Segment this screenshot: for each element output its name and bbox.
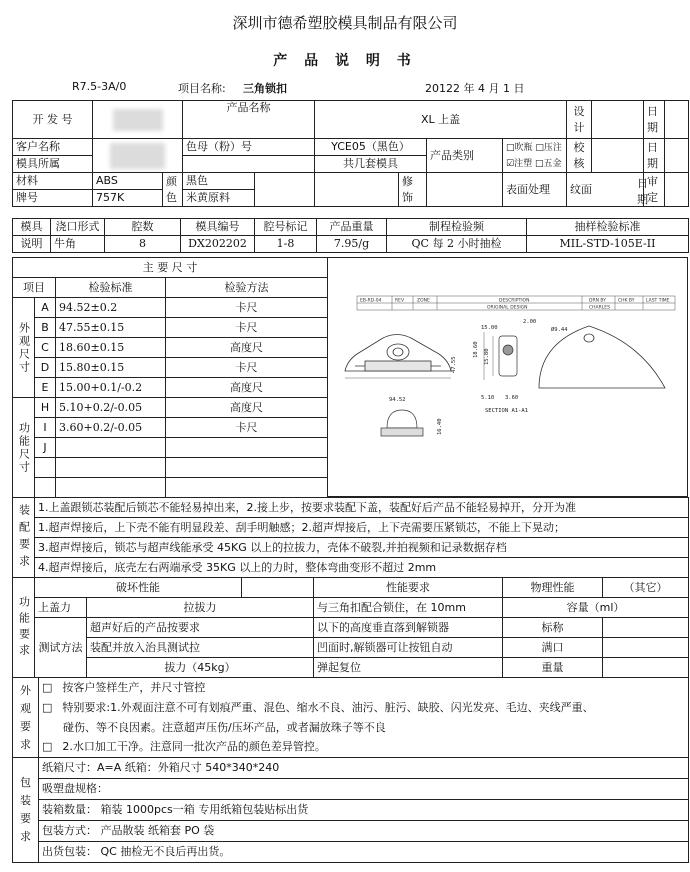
mold-owner-value <box>183 156 315 173</box>
design-value <box>592 101 644 139</box>
dims-method: 高度尺 <box>166 338 328 358</box>
dims-method <box>166 438 328 458</box>
dims-method: 卡尺 <box>166 358 328 378</box>
packaging-line: 出货包装： QC 抽检无不良后再出货。 <box>39 842 689 863</box>
function-label: 功能要求 <box>13 578 35 678</box>
finish-blank2 <box>315 173 399 207</box>
appearance-line: □ 按客户签样生产，并尺寸管控 <box>39 678 689 698</box>
dims-standard: 3.60+0.2/-0.05 <box>56 418 166 438</box>
dims-col-item: 项目 <box>13 278 56 298</box>
dims-col-method: 检验方法 <box>166 278 328 298</box>
project-name: 三角锁扣 <box>243 82 287 95</box>
assembly-line: 3.超声焊接后，锁芯与超声线能承受 45KG 以上的拉拔力，壳体不破裂,并拍视频和记录数据存档 <box>35 538 689 558</box>
mold-value-weight: 7.95/g <box>317 236 387 253</box>
titleblock-zone: ZONE <box>417 298 430 304</box>
color-label: 色母（粉）号 <box>183 139 315 156</box>
performance-line: 以下的高度垂直落到解锁器 <box>314 618 503 638</box>
dims-standard: 94.52±0.2 <box>56 298 166 318</box>
dims-standard: 15.00+0.1/-0.2 <box>56 378 166 398</box>
mold-value-gate: 牛角 <box>51 236 105 253</box>
section-label: SECTION A1-A1 <box>485 408 529 414</box>
info-table <box>12 100 689 207</box>
assembly-label: 装配要求 <box>13 498 35 578</box>
appearance-line: □ 特别要求:1.外观面注意不可有划痕严重、混色、缩水不良、油污、脏污、缺胶、闪光发亮、毛边、夹线严重、 <box>39 698 689 718</box>
assembly-table <box>12 497 689 578</box>
mold-header-gate: 浇口形式 <box>51 219 105 236</box>
performance-line: 弹起复位 <box>314 658 503 678</box>
top-view <box>539 326 665 388</box>
technical-drawing <box>327 258 688 498</box>
titleblock-last: LAST TIME <box>646 298 670 304</box>
dims-standard: 18.60±0.15 <box>56 338 166 358</box>
full-label: 满口 <box>503 638 603 658</box>
mold-value-mark: 1-8 <box>255 236 317 253</box>
review-label: 审定 <box>644 173 665 207</box>
dim-label: Ø9.44 <box>551 327 568 333</box>
dim-label: 2.00 <box>523 319 537 325</box>
dims-standard: 5.10+0.2/-0.05 <box>56 398 166 418</box>
dims-key: C <box>35 338 56 358</box>
drawing-frame <box>327 257 688 497</box>
titleblock-charles: CHARLES <box>589 305 610 311</box>
titleblock-chk: CHK BY <box>618 298 635 304</box>
review-date-label: 日期 <box>637 177 648 206</box>
titleblock-drn: DRN BY <box>589 298 606 304</box>
company-name: 深圳市德希塑胶模具制品有限公司 <box>232 14 458 32</box>
product-name-label: 产品名称 <box>183 101 315 139</box>
dims-method: 高度尺 <box>166 398 328 418</box>
surface-label: 表面处理 <box>503 173 567 207</box>
test-method-label: 测试方法 <box>35 618 87 678</box>
front-view <box>345 335 451 379</box>
appearance-table <box>12 677 689 758</box>
dims-method: 高度尺 <box>166 378 328 398</box>
test-desc: 装配并放入治具测试拉 <box>87 638 314 658</box>
customer-label: 客户名称 <box>13 139 93 156</box>
finish-blank <box>255 173 315 207</box>
dim-label: 18.60 <box>473 341 479 358</box>
mold-header-standard: 抽样检验标准 <box>527 219 689 236</box>
check-value <box>592 139 644 173</box>
appearance-label: 外观要求 <box>13 678 39 758</box>
packaging-line: 包装方式： 产品散装 纸箱套 PO 袋 <box>39 821 689 842</box>
nominal-label: 标称 <box>503 618 603 638</box>
dims-key: J <box>35 438 56 458</box>
dims-method: 卡尺 <box>166 418 328 438</box>
mold-header-mark: 腔号标记 <box>255 219 317 236</box>
product-name-value: XL 上盖 <box>315 101 567 139</box>
mold-table <box>12 218 689 253</box>
performance-header: 性能要求 <box>314 578 503 598</box>
dims-title: 主 要 尺 寸 <box>13 258 328 278</box>
dims-standard: 15.80±0.15 <box>56 358 166 378</box>
titleblock-rev: REV <box>395 298 405 304</box>
dev-no-value <box>93 101 183 139</box>
dims-standard: 47.55±0.15 <box>56 318 166 338</box>
dims-method: 卡尺 <box>166 318 328 338</box>
appearance-line: 碰伤、等不良因素。注意超声压伤/压坏产品，或者漏放珠子等不良 <box>39 718 689 738</box>
dims-key: A <box>35 298 56 318</box>
test-desc: 拔力（45kg） <box>87 658 314 678</box>
material-value: ABS <box>93 173 163 190</box>
mold-header-freq: 制程检验频 <box>387 219 527 236</box>
cover-strength-label: 上盖力 <box>35 598 87 618</box>
color2-value2: 米黄原料 <box>183 190 255 207</box>
review-value <box>665 173 689 207</box>
color-value: YCE05（黑色） <box>315 139 427 156</box>
brand-label: 牌号 <box>13 190 93 207</box>
material-label: 材料 <box>13 173 93 190</box>
color2-label: 颜色 <box>163 173 183 207</box>
packaging-line: 纸箱尺寸：A=A 纸箱：外箱尺寸 540*340*240 <box>39 758 689 779</box>
mold-label1: 模具 <box>13 219 51 236</box>
dim-label: 3.60 <box>505 395 519 401</box>
weight-label: 重量 <box>503 658 603 678</box>
mold-header-weight: 产品重量 <box>317 219 387 236</box>
dims-method: 卡尺 <box>166 298 328 318</box>
doc-number: R7.5-3A/0 <box>72 80 127 93</box>
destructive-header: 破坏性能 <box>35 578 242 598</box>
dim-label: 15.00 <box>481 325 498 331</box>
dim-label: 15.80 <box>484 348 490 365</box>
assembly-line: 4.超声焊接后，底壳左右两端承受 35KG 以上的力时，整体弯曲变形不超过 2mm <box>35 558 689 578</box>
project-label: 项目名称: <box>178 82 226 95</box>
dim-label: 16.40 <box>437 418 443 435</box>
titleblock-code: EB-RD-04 <box>360 298 382 304</box>
dims-key: D <box>35 358 56 378</box>
dims-key: B <box>35 318 56 338</box>
packaging-table <box>12 757 689 863</box>
dims-col-standard: 检验标准 <box>56 278 166 298</box>
dim-label: 47.55 <box>451 356 457 373</box>
category-options: □吹瓶 □压注 ☑注塑 □五金 <box>503 139 567 173</box>
packaging-line: 装箱数量： 箱装 1000pcs一箱 专用纸箱包装贴标出货 <box>39 800 689 821</box>
dims-key: I <box>35 418 56 438</box>
finish-label: 修饰 <box>399 173 427 207</box>
dim-label: 94.52 <box>389 397 406 403</box>
capacity-label: 容量（ml） <box>503 598 689 618</box>
mold-header-cavities: 腔数 <box>105 219 181 236</box>
customer-value <box>93 139 183 173</box>
mold-value-cavities: 8 <box>105 236 181 253</box>
category-label: 产品类别 <box>427 139 503 173</box>
other-header: （其它） <box>603 578 689 598</box>
performance-line: 凹面时,解锁器可让按钮自动 <box>314 638 503 658</box>
mold-header-number: 模具编号 <box>181 219 255 236</box>
packaging-label: 包装要求 <box>13 758 39 863</box>
check-label: 校核 <box>567 139 592 173</box>
design-date-value <box>665 101 689 139</box>
dimensions-table <box>12 257 328 498</box>
design-label: 设计 <box>567 101 592 139</box>
mold-label2: 说明 <box>13 236 51 253</box>
physical-header: 物理性能 <box>503 578 603 598</box>
mold-value-freq: QC 每 2 小时抽检 <box>387 236 527 253</box>
dims-standard <box>56 438 166 458</box>
function-table <box>12 577 689 678</box>
color2-value1: 黑色 <box>183 173 255 190</box>
titleblock-original: ORIGINAL DESIGN <box>487 305 528 311</box>
packaging-line: 吸塑盘规格： <box>39 779 689 800</box>
check-date-label: 日期 <box>644 139 665 173</box>
pull-force-label: 拉拔力 <box>87 598 314 618</box>
mold-value-standard: MIL-STD-105E-II <box>527 236 689 253</box>
dims-key: E <box>35 378 56 398</box>
assembly-line: 1.上盖跟锁芯装配后锁芯不能轻易掉出来，2.接上步，按要求装配下盖，装配好后产品不能轻易掉开，分开为准 <box>35 498 689 518</box>
dims-group-appearance: 外观尺寸 <box>13 298 35 398</box>
dims-key: H <box>35 398 56 418</box>
design-date-label: 日期 <box>644 101 665 139</box>
dim-label: 5.10 <box>481 395 495 401</box>
surface-value: 纹面 <box>567 173 644 207</box>
appearance-line: □ 2.水口加工干净。注意同一批次产品的颜色差异管控。 <box>39 738 689 758</box>
document-title: 产 品 说 明 书 <box>273 53 417 69</box>
finish-value <box>427 173 503 207</box>
dev-no-label: 开 发 号 <box>13 101 93 139</box>
brand-value: 757K <box>93 190 163 207</box>
mold-value-number: DX202202 <box>181 236 255 253</box>
doc-date: 20122 年 4 月 1 日 <box>425 82 525 95</box>
titleblock-desc: DESCRIPTION <box>499 298 530 304</box>
performance-line: 与三角扣配合锁住，在 10mm <box>314 598 503 618</box>
check-date-value <box>665 139 689 173</box>
detail-view <box>381 410 423 436</box>
test-desc: 超声好后的产品按要求 <box>87 618 314 638</box>
assembly-line: 1.超声焊接后，上下壳不能有明显段差、刮手明触感；2.超声焊接后，上下壳需要压紧锁芯，不能上下晃动； <box>35 518 689 538</box>
cavity-set-label: 共几套模具 <box>315 156 427 173</box>
mold-owner-label: 模具所属 <box>13 156 93 173</box>
dims-group-function: 功能尺寸 <box>13 398 35 498</box>
